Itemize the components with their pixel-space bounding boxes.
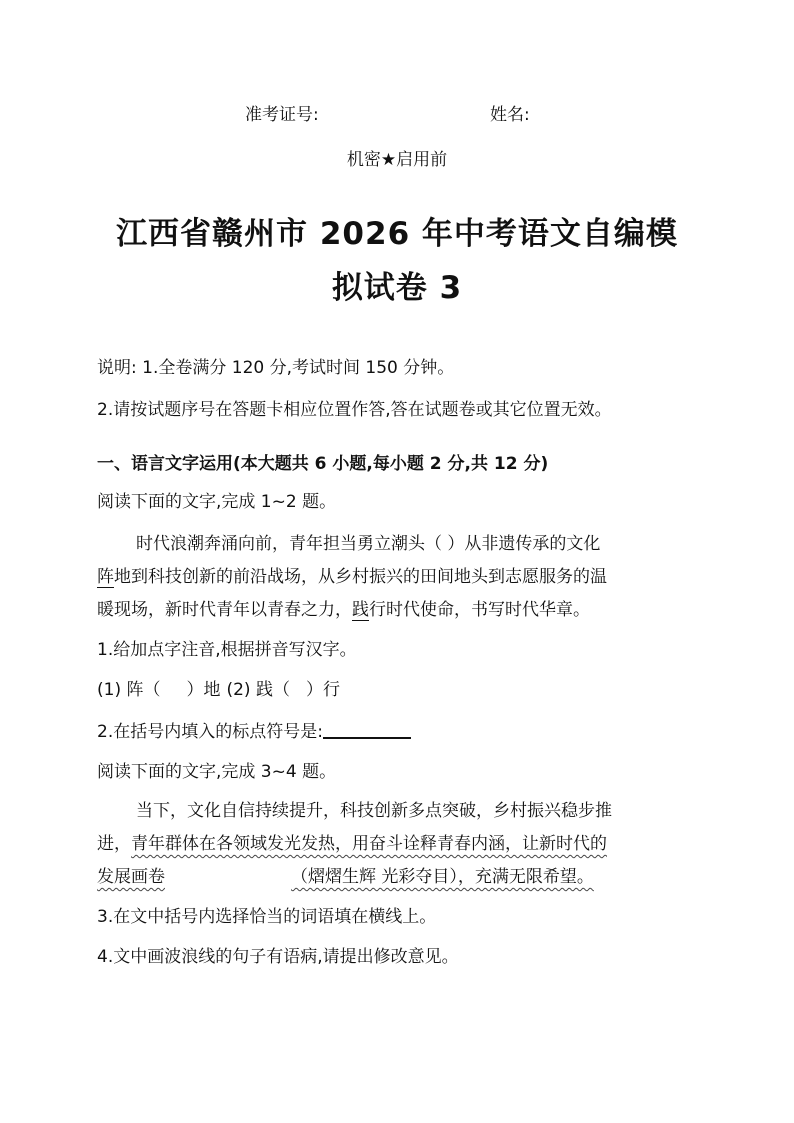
passage1-line3-text-b: 行时代使命，书写时代华章。 [369, 600, 590, 620]
exam-title-line1: 江西省赣州市 2026 年中考语文自编模 [116, 216, 678, 252]
wavy-sentence-part1: 青年群体在各领域发光发热，用奋斗诠释青春内涵，让新时代的 [131, 834, 607, 854]
passage2-line3 [97, 865, 594, 889]
wavy-sentence-part3: （熠熠生辉 光彩夺目），充满无限希望。 [291, 867, 594, 887]
passage2-line1: 当下，文化自信持续提升，科技创新多点突破，乡村振兴稳步推 [136, 801, 612, 821]
question-4: 4.文中画波浪线的句子有语病,请提出修改意见。 [97, 947, 459, 967]
question-2 [97, 719, 411, 744]
exam-id-label: 准考证号: [245, 105, 319, 125]
q1-item2-end: ）行 [305, 680, 340, 700]
passage1-line1: 时代浪潮奔涌向前，青年担当勇立潮头（ ）从非遗传承的文化 [136, 534, 601, 554]
wavy-sentence-part2: 发展画卷 [97, 867, 165, 887]
passage1-line3 [97, 598, 590, 622]
fill-blank-gap[interactable] [165, 865, 291, 889]
q1-item2-start: (2) 践（ [226, 680, 290, 700]
passage1-line2-text: 地到科技创新的前沿战场，从乡村振兴的田间地头到志愿服务的温 [114, 567, 607, 587]
q1-item1-start: (1) 阵（ [97, 680, 161, 700]
instructions-line1: 说明: 1.全卷满分 120 分,考试时间 150 分钟。 [97, 358, 455, 378]
passage2-line2-text: 进， [97, 834, 131, 854]
question-3: 3.在文中括号内选择恰当的词语填在横线上。 [97, 907, 437, 927]
instructions-line2: 2.请按试题序号在答题卡相应位置作答,答在试题卷或其它位置无效。 [97, 400, 612, 420]
marked-char-jian: 践 [352, 600, 369, 620]
exam-title-line2: 拟试卷 3 [331, 270, 463, 306]
passage1-line3-text-a: 暖现场，新时代青年以青春之力， [97, 600, 352, 620]
q1-item1-end: ）地 [186, 680, 221, 700]
reading-instruction-1: 阅读下面的文字,完成 1~2 题。 [97, 492, 337, 512]
answer-blank[interactable] [323, 719, 411, 739]
question-1-items [97, 678, 340, 702]
question-1: 1.给加点字注音,根据拼音写汉字。 [97, 640, 357, 660]
marked-char-zhen: 阵 [97, 567, 114, 587]
question-2-text: 2.在括号内填入的标点符号是: [97, 722, 323, 742]
confidential-mark: 机密★启用前 [346, 150, 448, 170]
passage1-line2 [97, 565, 607, 589]
passage2-line2 [97, 832, 607, 856]
section-heading: 一、语言文字运用(本大题共 6 小题,每小题 2 分,共 12 分) [97, 454, 549, 474]
reading-instruction-2: 阅读下面的文字,完成 3~4 题。 [97, 762, 337, 782]
name-label: 姓名: [490, 105, 530, 125]
